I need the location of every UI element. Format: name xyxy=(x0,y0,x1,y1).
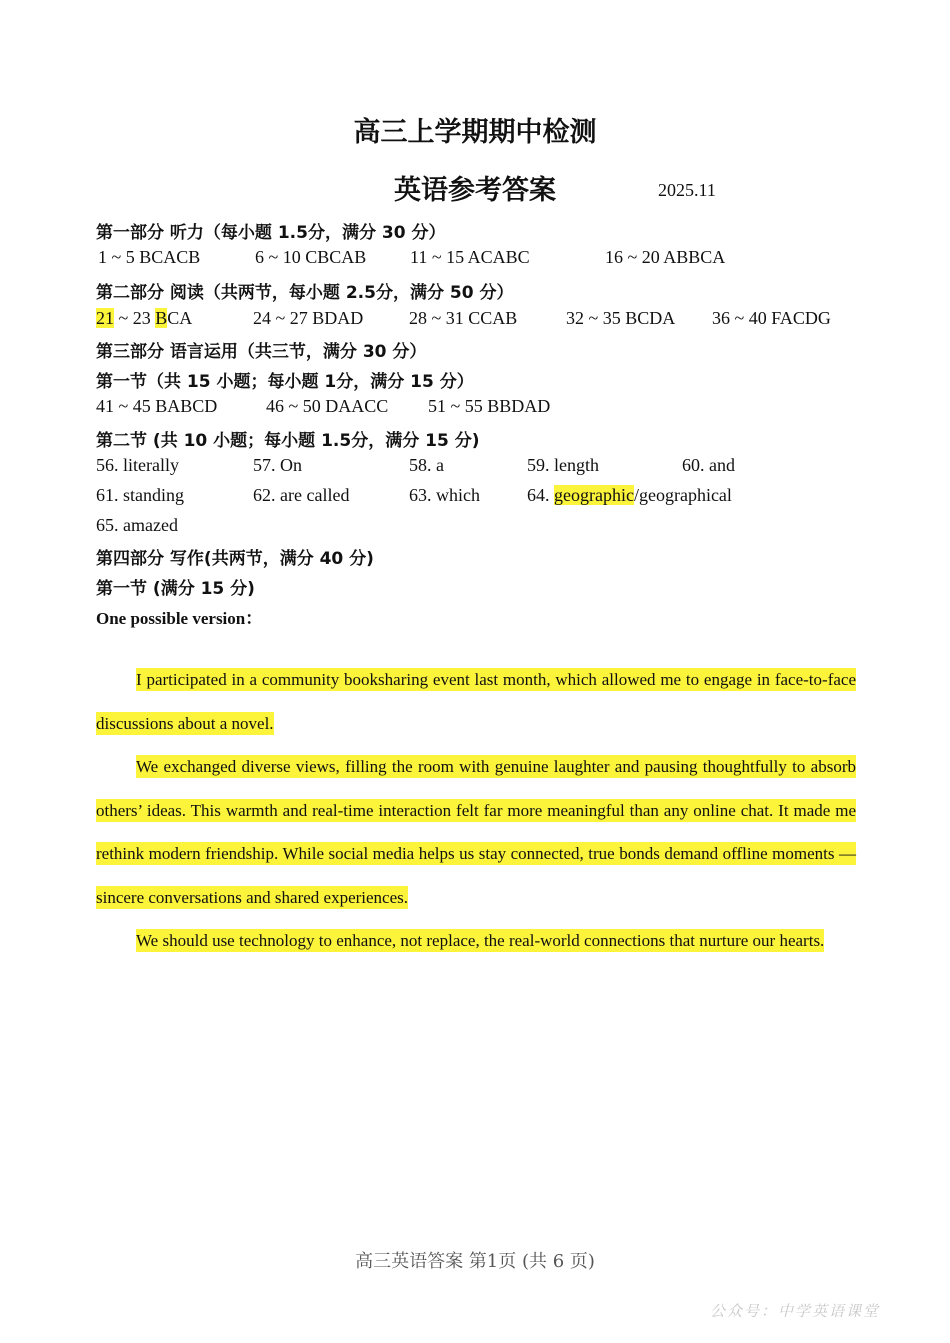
page-subtitle: 英语参考答案 xyxy=(394,175,556,206)
version-label: One possible version： xyxy=(96,609,263,628)
part4-heading: 第四部分 写作(共两节，满分 40 分) xyxy=(96,549,374,569)
highlighted-word: geographic xyxy=(554,485,634,505)
answer-item: 57. On xyxy=(253,455,302,475)
answer-item: 62. are called xyxy=(253,485,350,505)
answer-item: 63. which xyxy=(409,485,480,505)
answer-group: 46 ~ 50 DAACC xyxy=(266,396,389,416)
answer-item: 58. a xyxy=(409,455,444,475)
essay-paragraph xyxy=(96,919,856,963)
answer-group: 1 ~ 5 BCACB xyxy=(98,247,201,267)
essay-text: We exchanged diverse views, filling the room with genuine laughter and pausing thoughtfully to absorb others’ ideas. This warmth and real-time interaction felt far more meaningful than any online chat. It made me rethink modern friendship. While social media helps us stay connected, true bonds demand offline moments — sincere conversations and shared experiences. xyxy=(96,757,856,907)
answer-item xyxy=(527,485,732,506)
answer-group: 6 ~ 10 CBCAB xyxy=(255,247,367,267)
essay-text: We should use technology to enhance, not replace, the real-world connections that nurture our hearts. xyxy=(136,931,825,950)
answer-group: 32 ~ 35 BCDA xyxy=(566,308,676,328)
model-essay xyxy=(96,658,856,963)
date: 2025.11 xyxy=(658,180,716,200)
answer-letters: CA xyxy=(167,308,193,328)
answer-group: 16 ~ 20 ABBCA xyxy=(605,247,726,267)
answer-item: 65. amazed xyxy=(96,515,178,535)
answer-group: 28 ~ 31 CCAB xyxy=(409,308,518,328)
part3-section2-heading: 第二节 (共 10 小题；每小题 1.5分，满分 15 分) xyxy=(96,431,480,451)
highlighted-letter: B xyxy=(155,308,168,328)
answer-group: 24 ~ 27 BDAD xyxy=(253,308,364,328)
essay-paragraph xyxy=(96,658,856,745)
answer-group xyxy=(96,308,192,329)
page-footer: 高三英语答案 第1页 (共 6 页) xyxy=(355,1251,595,1272)
part1-heading: 第一部分 听力（每小题 1.5分，满分 30 分） xyxy=(96,223,446,243)
part3-section1-heading: 第一节（共 15 小题；每小题 1分，满分 15 分） xyxy=(96,372,474,392)
answer-item: 59. length xyxy=(527,455,599,475)
answer-item: 61. standing xyxy=(96,485,184,505)
answer-alternative: /geographical xyxy=(633,485,732,505)
part3-heading: 第三部分 语言运用（共三节，满分 30 分） xyxy=(96,342,427,362)
essay-text: I participated in a community booksharing event last month, which allowed me to engage in face-to-face discussions about a novel. xyxy=(96,670,856,733)
highlighted-number: 21 xyxy=(96,308,114,328)
watermark: 公众号：中学英语课堂 xyxy=(709,1302,880,1320)
answer-item: 56. literally xyxy=(96,455,179,475)
essay-paragraph xyxy=(96,745,856,919)
answer-range: ~ 23 xyxy=(114,308,156,328)
part2-heading: 第二部分 阅读（共两节，每小题 2.5分，满分 50 分） xyxy=(96,283,514,303)
answer-number: 64. xyxy=(527,485,554,505)
answer-group: 36 ~ 40 FACDG xyxy=(712,308,831,328)
answer-group: 11 ~ 15 ACABC xyxy=(410,247,530,267)
answer-group: 41 ~ 45 BABCD xyxy=(96,396,218,416)
answer-group: 51 ~ 55 BBDAD xyxy=(428,396,551,416)
page-title: 高三上学期期中检测 xyxy=(353,117,597,148)
answer-item: 60. and xyxy=(682,455,735,475)
part4-section1-heading: 第一节 (满分 15 分) xyxy=(96,579,255,599)
